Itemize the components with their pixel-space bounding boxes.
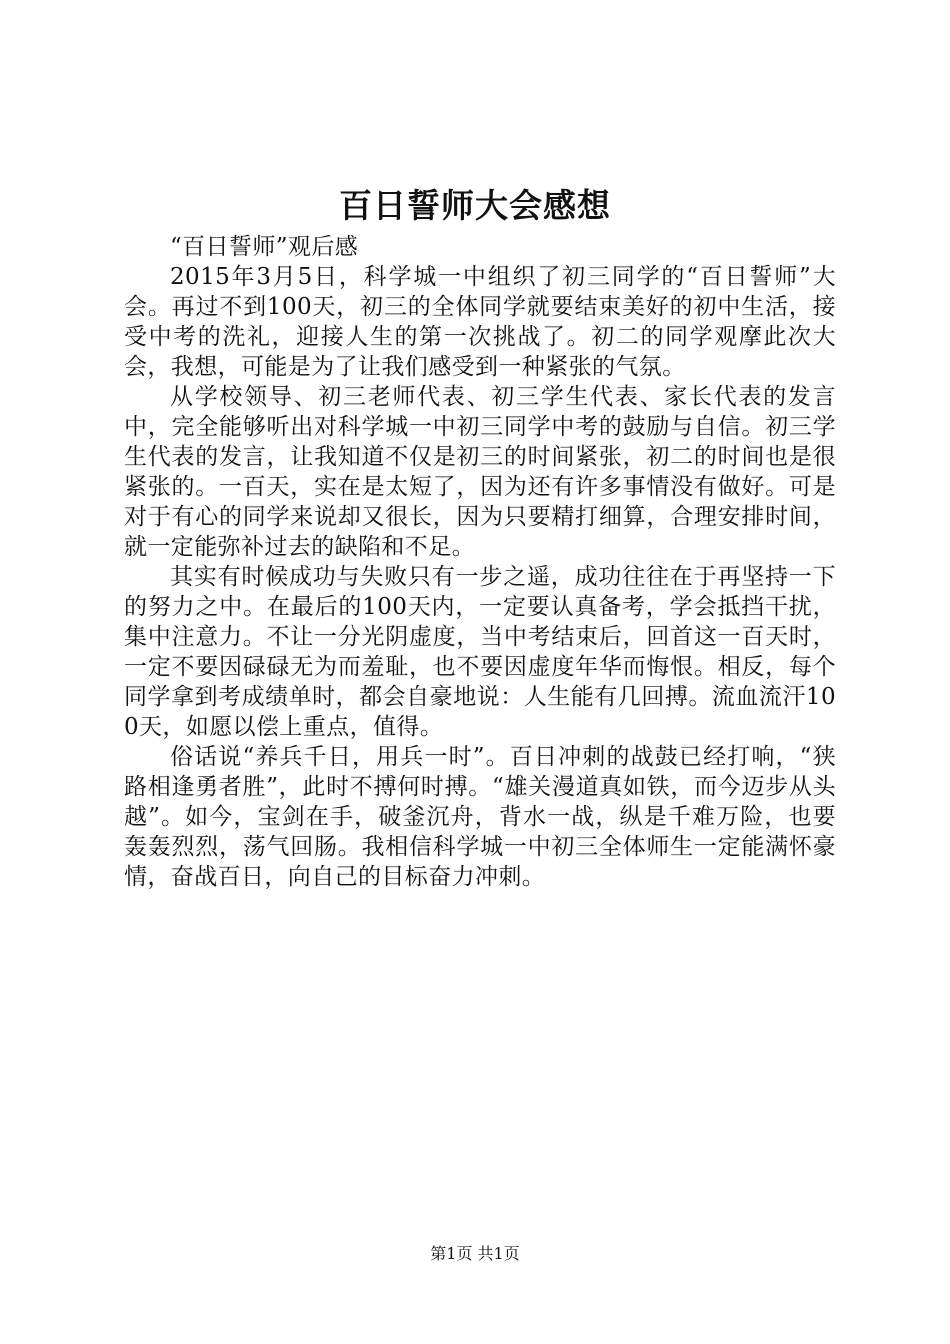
page-footer: 第1页 共1页 [430,1244,520,1263]
paragraph-subtitle: “百日誓师”观后感 [170,234,359,260]
document-body [124,232,836,892]
paragraph-1: 2015年3月5日，科学城一中组织了初三同学的“百日誓师”大会。再过不到100天，初三的全体同学就要结束美好的初中生活，接受中考的洗礼，迎接人生的第一次挑战了。初二的同学观摩此次大会，我想，可能是为了让我们感受到一种紧张的气氛。 [124,264,836,380]
paragraph-4: 俗话说“养兵千日，用兵一时”。百日冲刺的战鼓已经打响，“狭路相逢勇者胜”，此时不搏何时搏。“雄关漫道真如铁，而今迈步从头越”。如今，宝剑在手，破釜沉舟，背水一战，纵是千难万险，也要轰轰烈烈，荡气回肠。我相信科学城一中初三全体师生一定能满怀豪情，奋战百日，向自己的目标奋力冲刺。 [124,744,836,890]
paragraph-3: 其实有时候成功与失败只有一步之遥，成功往往在于再坚持一下的努力之中。在最后的100天内，一定要认真备考，学会抵挡干扰，集中注意力。不让一分光阴虚度，当中考结束后，回首这一百天时，一定不要因碌碌无为而羞耻，也不要因虚度年华而悔恨。相反，每个同学拿到考成绩单时，都会自豪地说：人生能有几回搏。流血流汗100天，如愿以偿上重点，值得。 [124,564,836,740]
paragraph-2: 从学校领导、初三老师代表、初三学生代表、家长代表的发言中，完全能够听出对科学城一中初三同学中考的鼓励与自信。初三学生代表的发言，让我知道不仅是初三的时间紧张，初二的时间也是很紧张的。一百天，实在是太短了，因为还有许多事情没有做好。可是对于有心的同学来说却又很长，因为只要精打细算，合理安排时间，就一定能弥补过去的缺陷和不足。 [124,384,836,560]
document-title: 百日誓师大会感想 [339,186,611,225]
